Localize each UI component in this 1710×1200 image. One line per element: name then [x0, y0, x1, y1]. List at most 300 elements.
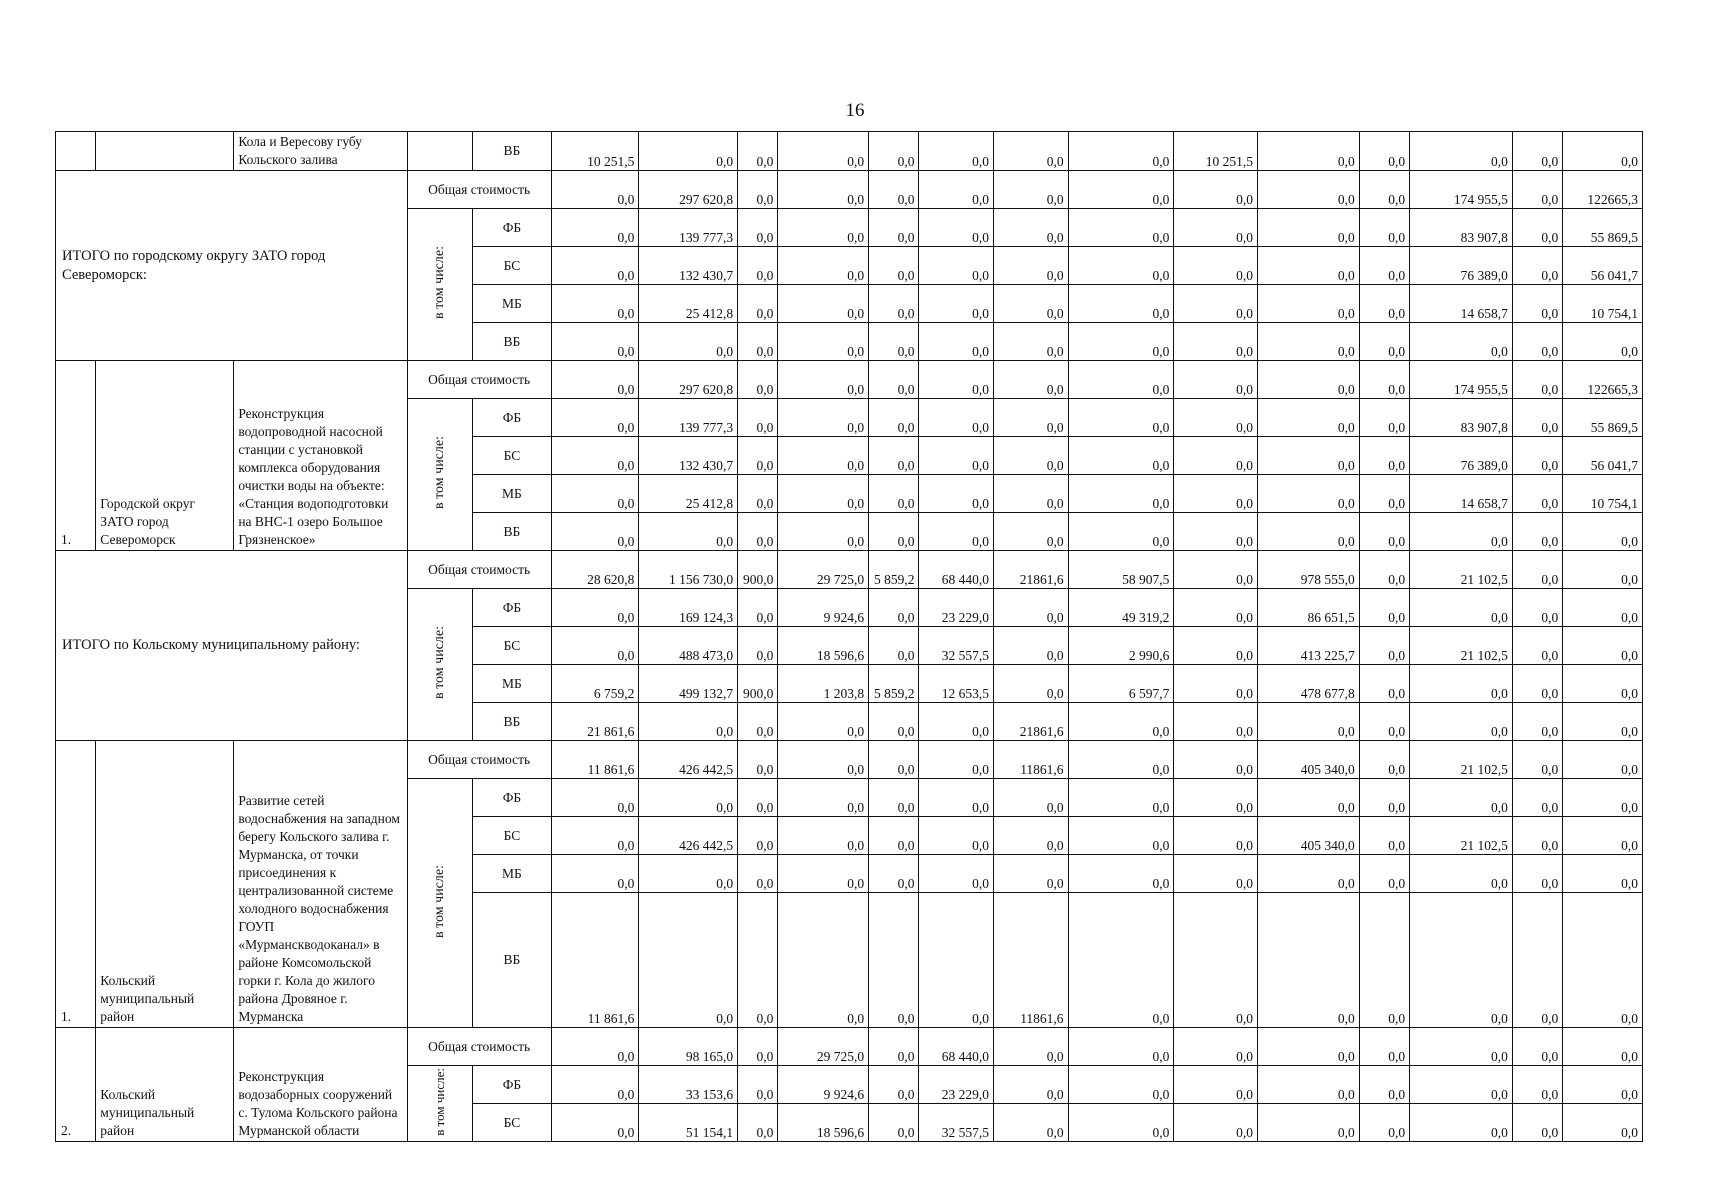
- value-cell: 0,0: [1359, 247, 1409, 285]
- value-cell: 0,0: [778, 361, 869, 399]
- value-cell: 14 658,7: [1410, 475, 1513, 513]
- value-cell: 0,0: [1512, 247, 1562, 285]
- value-cell: 0,0: [994, 437, 1069, 475]
- value-cell: 0,0: [994, 1104, 1069, 1142]
- value-cell: 12 653,5: [919, 665, 994, 703]
- including-label: в том числе:: [407, 589, 472, 741]
- value-cell: 0,0: [1512, 132, 1562, 171]
- value-cell: 0,0: [1174, 361, 1258, 399]
- value-cell: 0,0: [551, 361, 639, 399]
- value-cell: 0,0: [919, 513, 994, 551]
- value-cell: 0,0: [1174, 741, 1258, 779]
- value-cell: 83 907,8: [1410, 209, 1513, 247]
- value-cell: 0,0: [551, 779, 639, 817]
- value-cell: 0,0: [1512, 361, 1562, 399]
- value-cell: 0,0: [778, 893, 869, 1028]
- value-cell: 0,0: [869, 893, 919, 1028]
- value-cell: 6 597,7: [1068, 665, 1174, 703]
- value-cell: 0,0: [869, 703, 919, 741]
- value-cell: 0,0: [1257, 171, 1359, 209]
- value-cell: 0,0: [1257, 247, 1359, 285]
- value-cell: 0,0: [1563, 893, 1643, 1028]
- value-cell: 29 725,0: [778, 551, 869, 589]
- value-cell: 0,0: [639, 703, 738, 741]
- value-cell: 6 759,2: [551, 665, 639, 703]
- value-cell: 0,0: [919, 171, 994, 209]
- value-cell: 0,0: [869, 323, 919, 361]
- table-row: [56, 551, 1643, 589]
- value-cell: 0,0: [778, 285, 869, 323]
- value-cell: 86 651,5: [1257, 589, 1359, 627]
- value-cell: 122665,3: [1563, 171, 1643, 209]
- value-cell: 11861,6: [994, 893, 1069, 1028]
- value-cell: 0,0: [1068, 247, 1174, 285]
- value-cell: 0,0: [1068, 399, 1174, 437]
- value-cell: 14 658,7: [1410, 285, 1513, 323]
- value-cell: 0,0: [1410, 665, 1513, 703]
- value-cell: 0,0: [869, 1028, 919, 1066]
- value-cell: 0,0: [1174, 893, 1258, 1028]
- value-cell: 51 154,1: [639, 1104, 738, 1142]
- value-cell: 0,0: [1359, 551, 1409, 589]
- value-cell: 0,0: [1174, 589, 1258, 627]
- value-cell: 0,0: [639, 779, 738, 817]
- value-cell: 0,0: [994, 209, 1069, 247]
- value-cell: 0,0: [738, 437, 778, 475]
- value-cell: 0,0: [1563, 817, 1643, 855]
- value-cell: 28 620,8: [551, 551, 639, 589]
- value-cell: 0,0: [738, 475, 778, 513]
- value-cell: 0,0: [778, 855, 869, 893]
- value-cell: 0,0: [551, 513, 639, 551]
- value-cell: 0,0: [1068, 132, 1174, 171]
- value-cell: 900,0: [738, 551, 778, 589]
- value-cell: 0,0: [738, 855, 778, 893]
- value-cell: 0,0: [869, 513, 919, 551]
- value-cell: 0,0: [778, 247, 869, 285]
- value-cell: 0,0: [1512, 589, 1562, 627]
- value-cell: 0,0: [1563, 132, 1643, 171]
- value-cell: 0,0: [994, 171, 1069, 209]
- value-cell: 10 754,1: [1563, 285, 1643, 323]
- value-cell: 169 124,3: [639, 589, 738, 627]
- value-cell: 0,0: [1512, 1066, 1562, 1104]
- value-cell: 0,0: [869, 209, 919, 247]
- value-cell: 426 442,5: [639, 741, 738, 779]
- value-cell: 0,0: [1068, 171, 1174, 209]
- total-cost-label: Общая стоимость: [407, 551, 551, 589]
- value-cell: 0,0: [639, 893, 738, 1028]
- value-cell: 0,0: [1257, 399, 1359, 437]
- value-cell: 33 153,6: [639, 1066, 738, 1104]
- value-cell: 0,0: [1359, 209, 1409, 247]
- value-cell: 0,0: [919, 285, 994, 323]
- value-cell: 0,0: [1257, 893, 1359, 1028]
- value-cell: 76 389,0: [1410, 247, 1513, 285]
- value-cell: 56 041,7: [1563, 437, 1643, 475]
- value-cell: 0,0: [1410, 893, 1513, 1028]
- value-cell: 0,0: [778, 817, 869, 855]
- value-cell: 0,0: [869, 855, 919, 893]
- value-cell: 0,0: [1563, 855, 1643, 893]
- value-cell: 0,0: [738, 285, 778, 323]
- table-row: [56, 171, 1643, 209]
- value-cell: 0,0: [1512, 703, 1562, 741]
- source-bs: БС: [473, 437, 552, 475]
- value-cell: 0,0: [1563, 703, 1643, 741]
- value-cell: 0,0: [919, 893, 994, 1028]
- source-vb: ВБ: [473, 703, 552, 741]
- value-cell: 0,0: [1257, 513, 1359, 551]
- value-cell: 0,0: [994, 665, 1069, 703]
- value-cell: 0,0: [1068, 893, 1174, 1028]
- value-cell: 488 473,0: [639, 627, 738, 665]
- value-cell: 0,0: [1257, 209, 1359, 247]
- value-cell: 0,0: [778, 323, 869, 361]
- value-cell: 0,0: [1068, 285, 1174, 323]
- value-cell: 0,0: [1410, 855, 1513, 893]
- value-cell: 0,0: [869, 475, 919, 513]
- value-cell: 0,0: [1068, 703, 1174, 741]
- source-vb: ВБ: [473, 323, 552, 361]
- value-cell: 0,0: [1359, 513, 1409, 551]
- value-cell: 0,0: [639, 855, 738, 893]
- value-cell: 25 412,8: [639, 475, 738, 513]
- budget-table: [55, 131, 1643, 1142]
- value-cell: 0,0: [551, 817, 639, 855]
- value-cell: 0,0: [1359, 1066, 1409, 1104]
- value-cell: 978 555,0: [1257, 551, 1359, 589]
- value-cell: 0,0: [1174, 1028, 1258, 1066]
- value-cell: 0,0: [1359, 323, 1409, 361]
- value-cell: 0,0: [1174, 817, 1258, 855]
- value-cell: 0,0: [1563, 1066, 1643, 1104]
- value-cell: 0,0: [919, 703, 994, 741]
- row-number: 1.: [56, 361, 96, 551]
- value-cell: 9 924,6: [778, 589, 869, 627]
- value-cell: 0,0: [551, 171, 639, 209]
- value-cell: 0,0: [778, 171, 869, 209]
- source-vb: ВБ: [473, 132, 552, 171]
- value-cell: 21 102,5: [1410, 627, 1513, 665]
- value-cell: 0,0: [994, 323, 1069, 361]
- value-cell: 21861,6: [994, 703, 1069, 741]
- value-cell: 0,0: [1068, 855, 1174, 893]
- value-cell: 0,0: [1257, 132, 1359, 171]
- source-mb: МБ: [473, 475, 552, 513]
- value-cell: 0,0: [994, 627, 1069, 665]
- value-cell: 0,0: [1068, 1028, 1174, 1066]
- value-cell: 58 907,5: [1068, 551, 1174, 589]
- including-label: в том числе:: [407, 1066, 472, 1142]
- value-cell: 0,0: [994, 361, 1069, 399]
- value-cell: 0,0: [1068, 437, 1174, 475]
- source-bs: БС: [473, 627, 552, 665]
- value-cell: 0,0: [1512, 209, 1562, 247]
- value-cell: 0,0: [994, 589, 1069, 627]
- value-cell: 0,0: [1410, 589, 1513, 627]
- value-cell: 0,0: [1359, 361, 1409, 399]
- value-cell: 1 203,8: [778, 665, 869, 703]
- page-number: 16: [845, 100, 865, 121]
- value-cell: 0,0: [1174, 551, 1258, 589]
- value-cell: 0,0: [551, 399, 639, 437]
- source-bs: БС: [473, 247, 552, 285]
- value-cell: 0,0: [1512, 741, 1562, 779]
- value-cell: 55 869,5: [1563, 209, 1643, 247]
- source-fb: ФБ: [473, 399, 552, 437]
- value-cell: 0,0: [869, 171, 919, 209]
- value-cell: 297 620,8: [639, 361, 738, 399]
- value-cell: 0,0: [869, 1104, 919, 1142]
- value-cell: 0,0: [994, 475, 1069, 513]
- value-cell: 0,0: [869, 627, 919, 665]
- value-cell: 0,0: [1068, 323, 1174, 361]
- source-fb: ФБ: [473, 1066, 552, 1104]
- value-cell: 5 859,2: [869, 665, 919, 703]
- value-cell: 0,0: [1174, 1066, 1258, 1104]
- value-cell: 132 430,7: [639, 437, 738, 475]
- value-cell: 0,0: [778, 399, 869, 437]
- value-cell: 0,0: [869, 132, 919, 171]
- value-cell: 0,0: [1512, 779, 1562, 817]
- including-label: в том числе:: [407, 399, 472, 551]
- value-cell: 0,0: [1563, 551, 1643, 589]
- value-cell: 0,0: [1359, 817, 1409, 855]
- table-row: [56, 1028, 1643, 1066]
- value-cell: 0,0: [639, 513, 738, 551]
- including-label: в том числе:: [407, 209, 472, 361]
- value-cell: 900,0: [738, 665, 778, 703]
- value-cell: 0,0: [869, 285, 919, 323]
- value-cell: 174 955,5: [1410, 171, 1513, 209]
- value-cell: 0,0: [738, 703, 778, 741]
- value-cell: 0,0: [1257, 1066, 1359, 1104]
- value-cell: 0,0: [551, 1028, 639, 1066]
- value-cell: 0,0: [738, 627, 778, 665]
- value-cell: 0,0: [1512, 323, 1562, 361]
- value-cell: 0,0: [919, 475, 994, 513]
- value-cell: 0,0: [1068, 209, 1174, 247]
- value-cell: 0,0: [738, 1028, 778, 1066]
- value-cell: 0,0: [1359, 741, 1409, 779]
- value-cell: 0,0: [738, 132, 778, 171]
- value-cell: 0,0: [738, 741, 778, 779]
- project-name: Реконструкция водозаборных сооружений с. Тулома Кольского района Мурманской области: [234, 1028, 407, 1142]
- value-cell: 0,0: [1512, 1104, 1562, 1142]
- value-cell: 0,0: [639, 323, 738, 361]
- value-cell: 21 102,5: [1410, 551, 1513, 589]
- value-cell: 0,0: [738, 209, 778, 247]
- value-cell: 0,0: [1257, 855, 1359, 893]
- value-cell: 0,0: [1512, 437, 1562, 475]
- value-cell: 0,0: [869, 741, 919, 779]
- value-cell: 0,0: [1512, 627, 1562, 665]
- value-cell: 0,0: [919, 741, 994, 779]
- source-vb: ВБ: [473, 513, 552, 551]
- value-cell: 0,0: [1257, 361, 1359, 399]
- value-cell: 0,0: [1068, 513, 1174, 551]
- value-cell: 0,0: [738, 247, 778, 285]
- value-cell: 0,0: [738, 1104, 778, 1142]
- value-cell: 0,0: [738, 779, 778, 817]
- source-bs: БС: [473, 817, 552, 855]
- value-cell: 55 869,5: [1563, 399, 1643, 437]
- value-cell: 0,0: [919, 209, 994, 247]
- row-number: 1.: [56, 741, 96, 1028]
- municipality: Кольский муниципальный район: [96, 1028, 234, 1142]
- value-cell: 0,0: [1512, 551, 1562, 589]
- value-cell: 0,0: [1563, 1028, 1643, 1066]
- value-cell: 0,0: [1174, 779, 1258, 817]
- value-cell: 0,0: [778, 779, 869, 817]
- project-name: Развитие сетей водоснабжения на западном берегу Кольского залива г. Мурманска, от точки присоединения к централизованной системе холодного водоснабжения ГОУП «Мурманскводоканал» в районе Комсомольской горки г. Кола до жилого района Дровяное г. Мурманска: [234, 741, 407, 1028]
- value-cell: 0,0: [1068, 1104, 1174, 1142]
- value-cell: 0,0: [869, 1066, 919, 1104]
- value-cell: 0,0: [738, 817, 778, 855]
- value-cell: 0,0: [1359, 132, 1409, 171]
- value-cell: 0,0: [1359, 703, 1409, 741]
- value-cell: 0,0: [919, 361, 994, 399]
- value-cell: 0,0: [869, 779, 919, 817]
- table-row: [56, 132, 1643, 171]
- value-cell: 18 596,6: [778, 1104, 869, 1142]
- value-cell: 21 861,6: [551, 703, 639, 741]
- project-name: Реконструкция водопроводной насосной станции с установкой комплекса оборудования очистки воды на объекте: «Станция водоподготовки на ВНС-1 озеро Большое Грязненское»: [234, 361, 407, 551]
- value-cell: 174 955,5: [1410, 361, 1513, 399]
- table-row: [56, 741, 1643, 779]
- value-cell: 0,0: [869, 817, 919, 855]
- value-cell: 10 251,5: [551, 132, 639, 171]
- value-cell: 23 229,0: [919, 589, 994, 627]
- value-cell: 478 677,8: [1257, 665, 1359, 703]
- value-cell: 0,0: [1068, 817, 1174, 855]
- value-cell: 0,0: [994, 1028, 1069, 1066]
- value-cell: 11861,6: [994, 741, 1069, 779]
- value-cell: 0,0: [778, 513, 869, 551]
- value-cell: 21 102,5: [1410, 817, 1513, 855]
- value-cell: 0,0: [1068, 779, 1174, 817]
- value-cell: 0,0: [1174, 171, 1258, 209]
- value-cell: 0,0: [1174, 855, 1258, 893]
- value-cell: 405 340,0: [1257, 817, 1359, 855]
- value-cell: 0,0: [1359, 779, 1409, 817]
- value-cell: 0,0: [551, 285, 639, 323]
- value-cell: 139 777,3: [639, 399, 738, 437]
- value-cell: 0,0: [919, 855, 994, 893]
- value-cell: 0,0: [1359, 171, 1409, 209]
- row-number: 2.: [56, 1028, 96, 1142]
- value-cell: 0,0: [1174, 323, 1258, 361]
- value-cell: 0,0: [1359, 855, 1409, 893]
- value-cell: 0,0: [778, 475, 869, 513]
- table-body: [56, 132, 1643, 1142]
- value-cell: 18 596,6: [778, 627, 869, 665]
- value-cell: 0,0: [738, 589, 778, 627]
- value-cell: 0,0: [994, 1066, 1069, 1104]
- value-cell: 0,0: [1410, 323, 1513, 361]
- value-cell: 0,0: [869, 437, 919, 475]
- value-cell: 0,0: [551, 475, 639, 513]
- value-cell: 0,0: [1359, 1104, 1409, 1142]
- value-cell: 0,0: [551, 855, 639, 893]
- total-cost-label: Общая стоимость: [407, 1028, 551, 1066]
- value-cell: 0,0: [1174, 1104, 1258, 1142]
- value-cell: 32 557,5: [919, 627, 994, 665]
- value-cell: 0,0: [994, 779, 1069, 817]
- value-cell: 0,0: [1410, 1028, 1513, 1066]
- value-cell: 0,0: [994, 399, 1069, 437]
- value-cell: 0,0: [1410, 1066, 1513, 1104]
- value-cell: 68 440,0: [919, 551, 994, 589]
- value-cell: 0,0: [738, 893, 778, 1028]
- value-cell: 0,0: [869, 589, 919, 627]
- municipality: Городской округ ЗАТО город Североморск: [96, 361, 234, 551]
- value-cell: 0,0: [778, 437, 869, 475]
- value-cell: 0,0: [994, 132, 1069, 171]
- value-cell: 0,0: [1174, 285, 1258, 323]
- value-cell: 0,0: [1563, 741, 1643, 779]
- value-cell: 0,0: [1068, 741, 1174, 779]
- value-cell: 0,0: [1563, 627, 1643, 665]
- value-cell: 0,0: [994, 513, 1069, 551]
- total-label: ИТОГО по городскому округу ЗАТО город Североморск:: [56, 171, 408, 361]
- value-cell: 413 225,7: [1257, 627, 1359, 665]
- value-cell: 0,0: [1512, 817, 1562, 855]
- value-cell: 0,0: [1359, 893, 1409, 1028]
- value-cell: 0,0: [919, 779, 994, 817]
- value-cell: 0,0: [1359, 1028, 1409, 1066]
- value-cell: 405 340,0: [1257, 741, 1359, 779]
- value-cell: 0,0: [919, 399, 994, 437]
- value-cell: 0,0: [1174, 475, 1258, 513]
- source-bs: БС: [473, 1104, 552, 1142]
- value-cell: 0,0: [1512, 893, 1562, 1028]
- value-cell: 0,0: [919, 323, 994, 361]
- value-cell: 0,0: [1257, 323, 1359, 361]
- value-cell: 0,0: [1174, 209, 1258, 247]
- value-cell: 0,0: [738, 513, 778, 551]
- value-cell: 0,0: [551, 437, 639, 475]
- value-cell: 0,0: [1257, 475, 1359, 513]
- value-cell: 0,0: [1068, 1066, 1174, 1104]
- total-cost-label: Общая стоимость: [407, 171, 551, 209]
- value-cell: 499 132,7: [639, 665, 738, 703]
- value-cell: 0,0: [1174, 665, 1258, 703]
- value-cell: 0,0: [551, 627, 639, 665]
- value-cell: 49 319,2: [1068, 589, 1174, 627]
- value-cell: 0,0: [738, 399, 778, 437]
- value-cell: 0,0: [551, 1066, 639, 1104]
- value-cell: 0,0: [1410, 779, 1513, 817]
- value-cell: 83 907,8: [1410, 399, 1513, 437]
- value-cell: 76 389,0: [1410, 437, 1513, 475]
- source-mb: МБ: [473, 285, 552, 323]
- value-cell: 0,0: [738, 1066, 778, 1104]
- value-cell: 0,0: [994, 855, 1069, 893]
- value-cell: 0,0: [1563, 779, 1643, 817]
- value-cell: 2 990,6: [1068, 627, 1174, 665]
- source-mb: МБ: [473, 855, 552, 893]
- value-cell: 32 557,5: [919, 1104, 994, 1142]
- value-cell: 0,0: [1359, 285, 1409, 323]
- value-cell: 0,0: [1257, 1028, 1359, 1066]
- value-cell: 0,0: [1512, 855, 1562, 893]
- project-name: Кола и Вересову губу Кольского залива: [234, 132, 407, 171]
- value-cell: 0,0: [1359, 437, 1409, 475]
- value-cell: 25 412,8: [639, 285, 738, 323]
- value-cell: 0,0: [1174, 627, 1258, 665]
